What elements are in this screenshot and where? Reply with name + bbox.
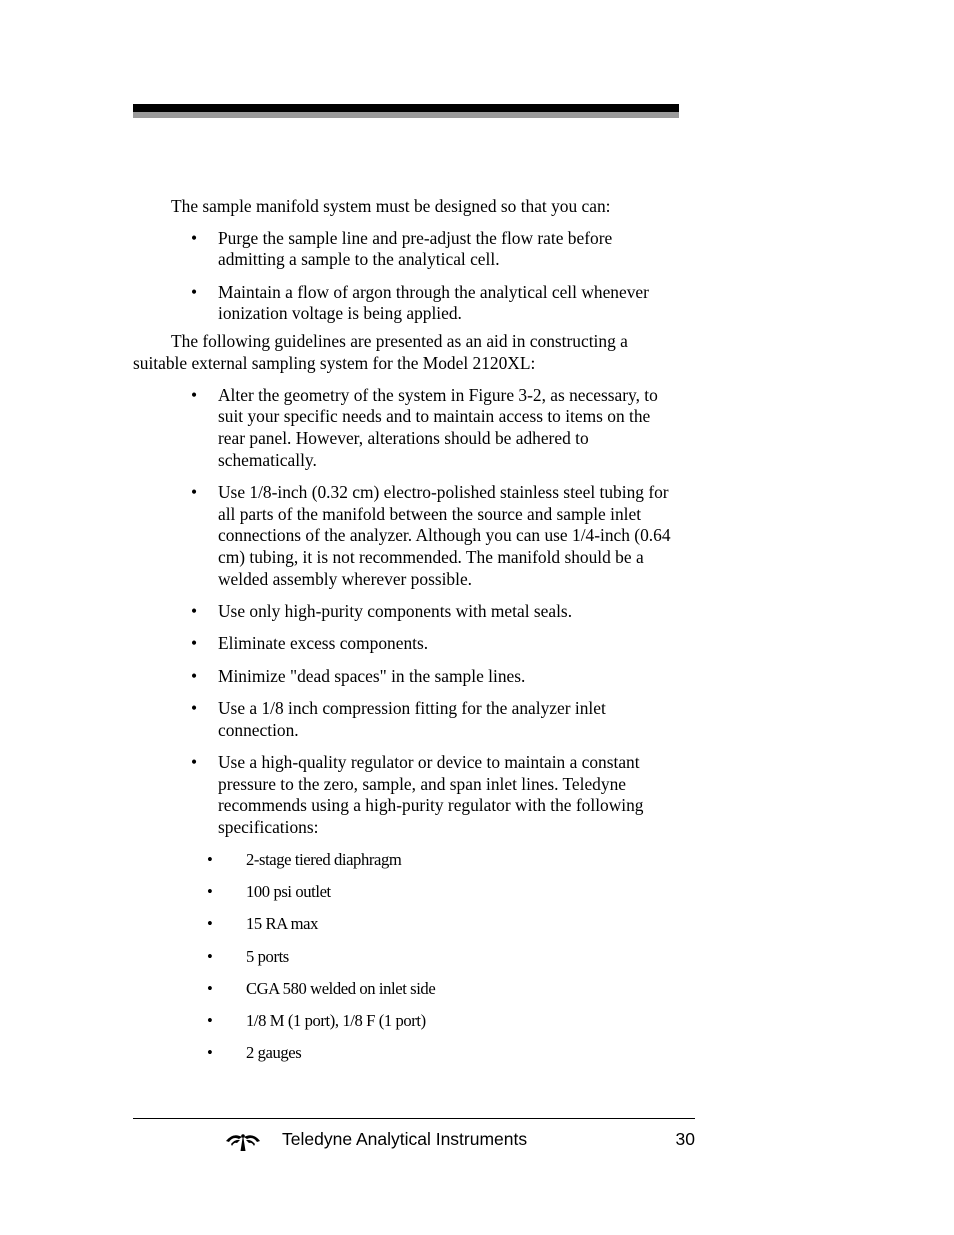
list-item: • 5 ports — [207, 946, 289, 966]
list-item: • Maintain a flow of argon through the analytical cell whenever ionization voltage is being applied. — [191, 281, 649, 324]
bullet-icon: • — [207, 882, 213, 902]
list-item: • 15 RA max — [207, 914, 318, 934]
bullet-icon: • — [207, 978, 213, 998]
page-body — [133, 196, 679, 1074]
bullet-icon: • — [191, 384, 198, 405]
list-item: • Minimize "dead spaces" in the sample lines. — [191, 665, 526, 686]
bullet-icon: • — [191, 633, 198, 654]
list-item: • Purge the sample line and pre-adjust the flow rate before admitting a sample to the analytical cell. — [191, 227, 613, 270]
bullet-icon: • — [191, 227, 198, 248]
page-number: 30 — [675, 1129, 695, 1149]
list-item: • Use a 1/8 inch compression fitting for the analyzer inlet connection. — [191, 697, 606, 740]
list-item: • CGA 580 welded on inlet side — [207, 978, 436, 998]
header-rule-black — [133, 104, 679, 112]
list-item: • 2-stage tiered diaphragm — [207, 850, 402, 870]
footer-company: Teledyne Analytical Instruments — [282, 1129, 528, 1149]
bullet-icon: • — [191, 665, 198, 686]
bullet-icon: • — [207, 1010, 213, 1030]
bullet-icon: • — [191, 281, 198, 302]
intro-paragraph: The sample manifold system must be designed so that you can: — [171, 196, 611, 216]
bullet-icon: • — [207, 1042, 213, 1062]
list-item: • 2 gauges — [207, 1042, 302, 1062]
bullet-icon: • — [191, 601, 198, 622]
bullet-icon: • — [191, 751, 198, 772]
list-item: • Alter the geometry of the system in Figure 3-2, as necessary, to suit your specific needs and to maintain access to items on the rear panel. However, alterations should be adhered to schematically. — [191, 384, 658, 470]
guidelines-bullet-list — [133, 385, 679, 839]
list-item: • Use a high-quality regulator or device to maintain a constant pressure to the zero, sample, and span inlet lines. Teledyne recommends using a high-purity regulator with the following specifications: — [191, 751, 644, 838]
guidelines-intro-paragraph: The following guidelines are presented as an aid in constructing a suitable external sampling system for the Model 2120XL: — [133, 331, 628, 373]
list-item: • Eliminate excess components. — [191, 633, 429, 654]
teledyne-logo-icon — [225, 1130, 261, 1152]
bullet-icon: • — [207, 850, 213, 870]
header-rule-gray — [133, 112, 679, 118]
list-item: • Use only high-purity components with metal seals. — [191, 601, 573, 622]
bullet-icon: • — [191, 697, 198, 718]
list-item: • Use 1/8-inch (0.32 cm) electro-polished stainless steel tubing for all parts of the manifold between the source and sample inlet connections of the analyzer. Although you can use 1/4-inch (0.64 cm) tubing, it is not recommended. The manifold should be a welded assembly wherever possible. — [191, 481, 671, 589]
list-item: • 100 psi outlet — [207, 882, 331, 902]
design-bullet-list — [133, 228, 679, 325]
bullet-icon: • — [207, 914, 213, 934]
list-item: • 1/8 M (1 port), 1/8 F (1 port) — [207, 1010, 426, 1030]
footer-rule — [133, 1118, 695, 1119]
bullet-icon: • — [191, 481, 198, 502]
regulator-spec-list — [133, 849, 679, 1063]
bullet-icon: • — [207, 946, 213, 966]
